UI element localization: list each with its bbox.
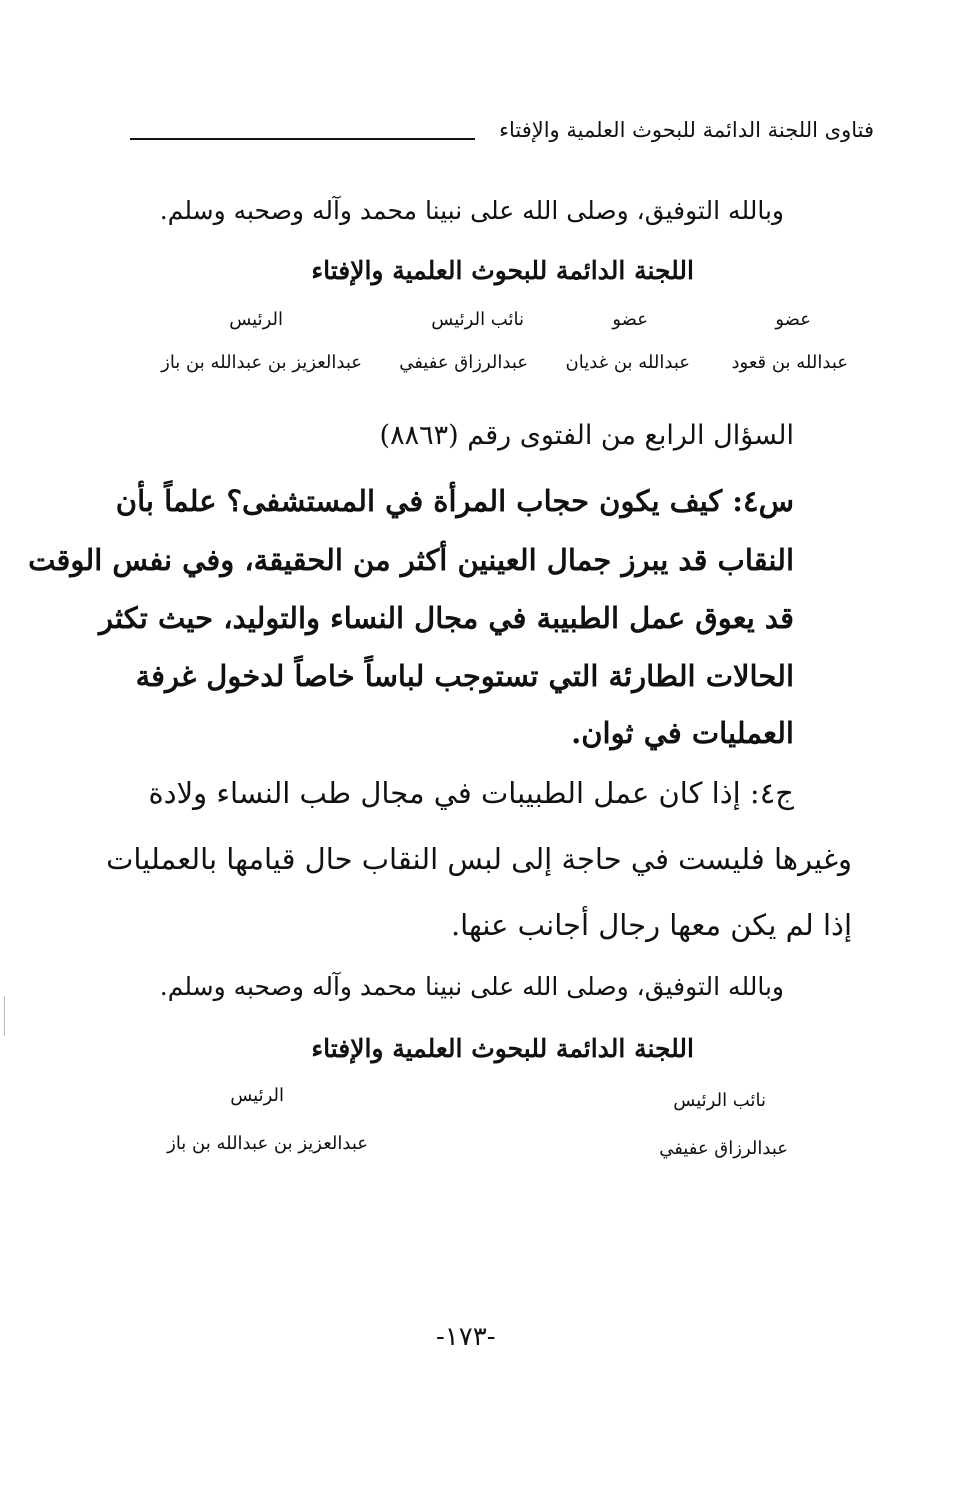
page-number: -١٧٣-	[436, 1322, 496, 1352]
signatory-name: عبدالرزاق عفيفي	[399, 352, 528, 373]
question-line: قد يعوق عمل الطبيبة في مجال النساء والتوليد، حيث تكثر	[99, 601, 794, 635]
signatory-name: عبدالعزيز بن عبدالله بن باز	[167, 1133, 368, 1154]
scan-edge-mark	[4, 996, 5, 1036]
signatory-name: عبدالله بن قعود	[731, 352, 848, 373]
answer-line: ج٤: إذا كان عمل الطبيبات في مجال طب النساء ولادة	[148, 776, 794, 810]
signatory-role: الرئيس	[229, 309, 283, 330]
question-line: س٤: كيف يكون حجاب المرأة في المستشفى؟ علماً بأن	[115, 484, 794, 518]
signatory-role: الرئيس	[230, 1085, 284, 1106]
running-header: فتاوى اللجنة الدائمة للبحوث العلمية والإفتاء	[499, 118, 874, 142]
closing-line: وبالله التوفيق، وصلى الله على نبينا محمد وآله وصحبه وسلم.	[159, 972, 784, 1001]
closing-line: وبالله التوفيق، وصلى الله على نبينا محمد وآله وصحبه وسلم.	[159, 196, 784, 225]
answer-line: وغيرها فليست في حاجة إلى لبس النقاب حال قيامها بالعمليات	[106, 842, 852, 876]
header-rule	[130, 138, 475, 140]
signatory-role: عضو	[775, 309, 811, 330]
committee-title: اللجنة الدائمة للبحوث العلمية والإفتاء	[311, 256, 694, 285]
question-heading: السؤال الرابع من الفتوى رقم (٨٨٦٣)	[379, 420, 794, 451]
signatory-role: عضو	[612, 309, 648, 330]
signatory-name: عبدالرزاق عفيفي	[659, 1138, 788, 1159]
question-line: العمليات في ثوان.	[571, 716, 794, 750]
signatory-name: عبدالعزيز بن عبدالله بن باز	[161, 352, 362, 373]
question-line: النقاب قد يبرز جمال العينين أكثر من الحقيقة، وفي نفس الوقت	[28, 543, 794, 577]
question-line: الحالات الطارئة التي تستوجب لباساً خاصاً لدخول غرفة	[135, 659, 794, 693]
signatory-role: نائب الرئيس	[431, 309, 524, 330]
committee-title: اللجنة الدائمة للبحوث العلمية والإفتاء	[311, 1034, 694, 1063]
signatory-name: عبدالله بن غديان	[565, 352, 690, 373]
signatory-role: نائب الرئيس	[673, 1090, 766, 1111]
answer-line: إذا لم يكن معها رجال أجانب عنها.	[450, 908, 852, 942]
